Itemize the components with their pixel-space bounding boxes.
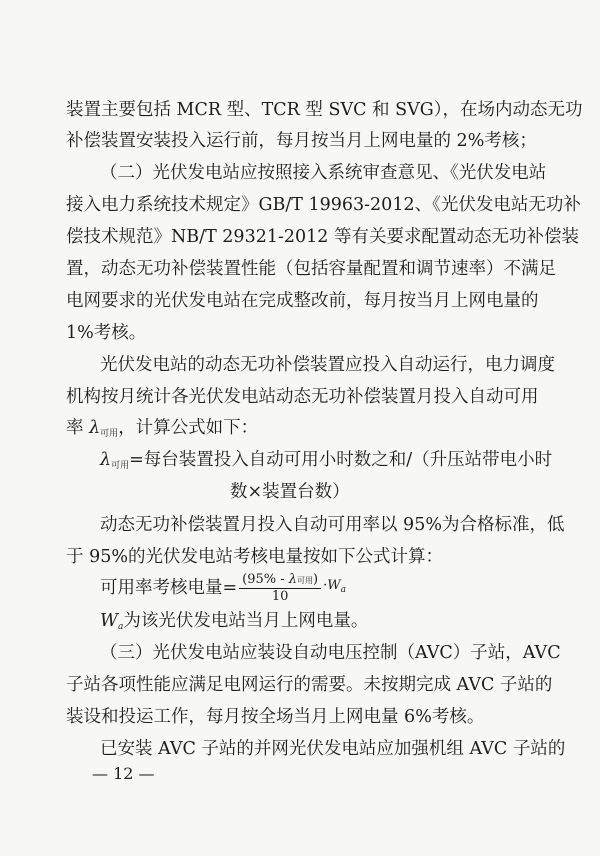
lambda-subscript: 可用 [100, 429, 119, 439]
fraction-numerator: (95% - λ可用) [239, 572, 321, 589]
text-line: 1%考核。 [66, 323, 147, 343]
lambda-subscript: 可用 [111, 461, 130, 471]
text-line: 子站各项性能应满足电网运行的需要。未按期完成 AVC 子站的 [66, 675, 553, 695]
lambda-symbol: λ [89, 418, 101, 438]
lambda-symbol: λ [100, 450, 112, 470]
text-line: 装设和投运工作，每月按全场当月上网电量 6%考核。 [66, 707, 485, 727]
text-line: 于 95%的光伏发电站考核电量按如下公式计算： [66, 547, 443, 567]
text-line [100, 609, 600, 639]
text-line: （二）光伏发电站应按照接入系统审查意见、《光伏发电站 [100, 163, 547, 183]
text-line: 动态无功补偿装置月投入自动可用率以 95%为合格标准，低 [100, 515, 565, 535]
formula-label: 可用率考核电量= [100, 578, 238, 598]
fraction [239, 572, 321, 604]
w-subscript: a [118, 622, 124, 632]
text-segment: ，计算公式如下： [118, 418, 259, 438]
text-line: 置，动态无功补偿装置性能（包括容量配置和调节速率）不满足 [66, 259, 556, 279]
text-line: 装置主要包括 MCR 型、TCR 型 SVC 和 SVG），在场内动态无功 [66, 100, 583, 120]
text-line: 偿技术规范》NB/T 29321-2012 等有关要求配置动态无功补偿装 [66, 227, 579, 247]
text-segment: 率 [66, 418, 90, 438]
text-line: 接入电力系统技术规定》GB/T 19963-2012、《光伏发电站无功补 [66, 195, 581, 215]
formula-line: 数×装置台数） [230, 482, 350, 502]
page-number: — 12 — [92, 764, 155, 783]
text-line: 光伏发电站的动态无功补偿装置应投入自动运行，电力调度 [100, 355, 555, 375]
fraction-denominator: 10 [271, 589, 289, 604]
text-segment: 为该光伏发电站当月上网电量。 [123, 611, 369, 631]
formula-tail: $\cdot W_a$ [323, 578, 347, 595]
formula-line [100, 448, 600, 478]
text-line: 机构按月统计各光伏发电站动态无功补偿装置月投入自动可用 [66, 387, 539, 407]
text-line: （三）光伏发电站应装设自动电压控制（AVC）子站，AVC [100, 643, 561, 663]
text-line: 已安装 AVC 子站的并网光伏发电站应加强机组 AVC 子站的 [100, 739, 566, 759]
formula-text: =每台装置投入自动可用小时数之和/（升压站带电小时 [129, 450, 553, 470]
text-line: 补偿装置安装投入运行前，每月按当月上网电量的 2%考核； [66, 131, 537, 151]
text-line [66, 416, 600, 446]
w-symbol: W [100, 611, 118, 631]
formula-line [100, 572, 600, 604]
text-line: 电网要求的光伏发电站在完成整改前，每月按当月上网电量的 [66, 291, 539, 311]
